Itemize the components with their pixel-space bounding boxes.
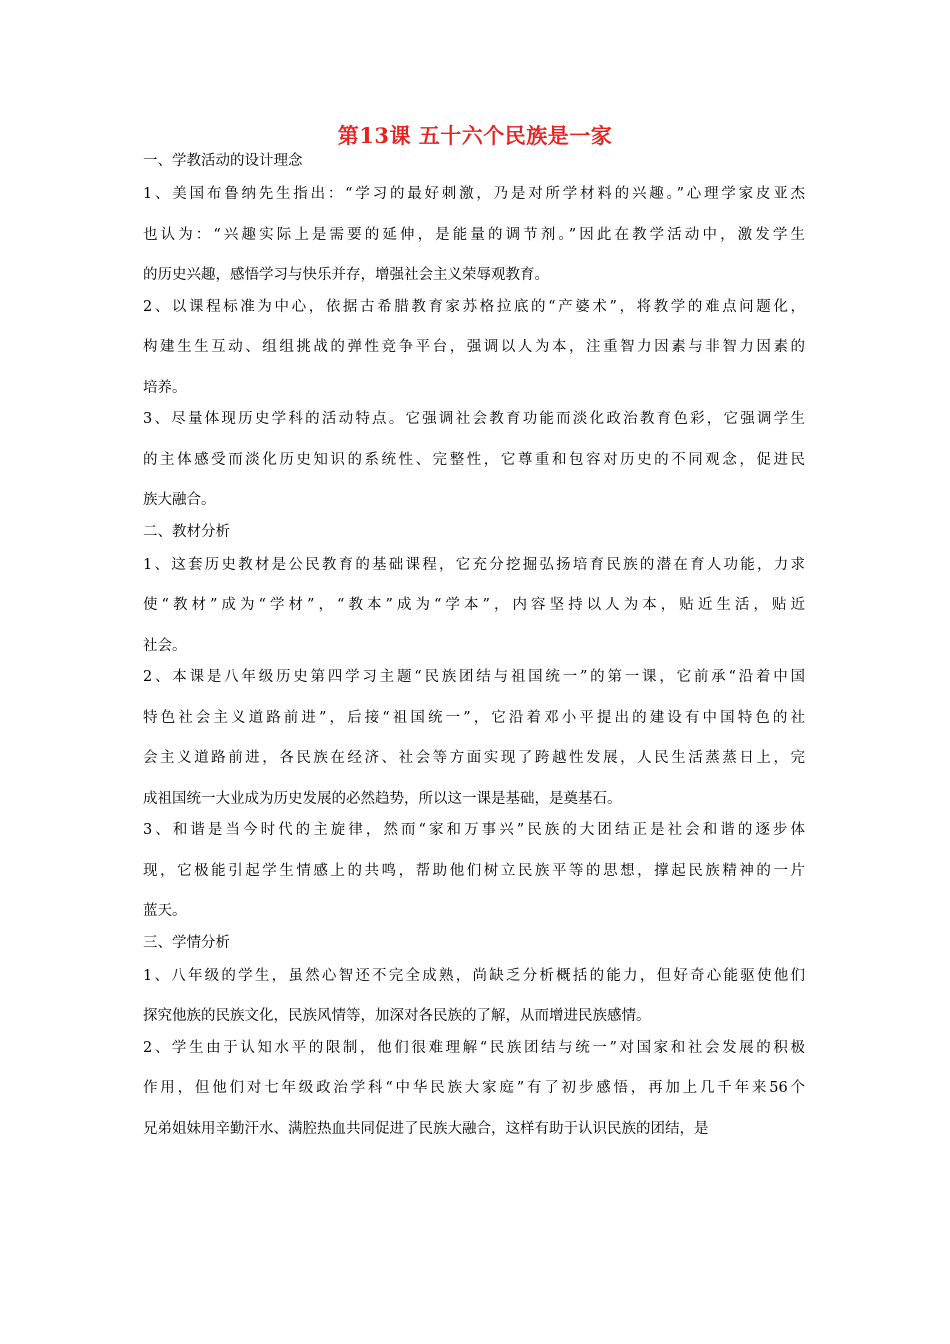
paragraph-line: 社会。 — [143, 637, 187, 654]
paragraph-line: 族大融合。 — [143, 492, 216, 508]
section-heading: 一、学教活动的设计理念 — [143, 153, 303, 169]
section-heading: 二、教材分析 — [143, 523, 230, 540]
paragraph-line: 3、尽量体现历史学科的活动特点。它强调社会教育功能而淡化政治教育色彩，它强调学生 — [143, 411, 805, 427]
paragraph-line: 2、学生由于认知水平的限制，他们很难理解“民族团结与统一”对国家和社会发展的积极 — [143, 1039, 805, 1056]
paragraph-line: 1、八年级的学生，虽然心智还不完全成熟，尚缺乏分析概括的能力，但好奇心能驱使他们 — [143, 967, 805, 984]
paragraph-line: 现，它极能引起学生情感上的共鸣，帮助他们树立民族平等的思想，撑起民族精神的一片 — [143, 862, 805, 879]
paragraph-line: 2、以课程标准为中心，依据古希腊教育家苏格拉底的“产婆术”，将教学的难点问题化， — [143, 298, 805, 315]
paragraph — [143, 810, 805, 932]
document-body — [143, 151, 805, 1150]
paragraph-line: 3、和谐是当今时代的主旋律，然而“家和万事兴”民族的大团结正是社会和谐的逐步体 — [143, 822, 805, 838]
paragraph-line: 蓝天。 — [143, 903, 187, 919]
paragraph-line: 兄弟姐妹用辛勤汗水、满腔热血共同促进了民族大融合，这样有助于认识民族的团结，是 — [143, 1120, 709, 1137]
paragraph-line: 也认为：“兴趣实际上是需要的延伸，是能量的调节剂。”因此在教学活动中，激发学生 — [143, 226, 805, 243]
paragraph-line: 的历史兴趣，感悟学习与快乐并存，增强社会主义荣辱观教育。 — [143, 267, 549, 283]
paragraph-line: 1、这套历史教材是公民教育的基础课程，它充分挖掘弘扬培育民族的潜在育人功能，力求 — [143, 556, 805, 573]
paragraph-line: 2、本课是八年级历史第四学习主题“民族团结与祖国统一”的第一课，它前承“沿着中国 — [143, 669, 805, 685]
paragraph — [143, 1028, 805, 1150]
paragraph — [143, 545, 805, 667]
paragraph-line: 1、美国布鲁纳先生指出：“学习的最好刺激，乃是对所学材料的兴趣。”心理学家皮亚杰 — [143, 186, 805, 202]
paragraph — [143, 174, 805, 296]
paragraph-line: 使“教材”成为“学材”，“教本”成为“学本”，内容坚持以人为本，贴近生活，贴近 — [143, 597, 805, 613]
section-heading: 三、学情分析 — [143, 934, 230, 951]
paragraph — [143, 399, 805, 521]
paragraph-line: 培养。 — [143, 379, 187, 396]
paragraph — [143, 287, 805, 409]
paragraph-line: 的主体感受而淡化历史知识的系统性、完整性，它尊重和包容对历史的不同观念，促进民 — [143, 451, 805, 468]
paragraph-line: 探究他族的民族文化，民族风情等，加深对各民族的了解，从而增进民族感情。 — [143, 1008, 651, 1024]
paragraph-line: 构建生生互动、组组挑战的弹性竞争平台，强调以人为本，注重智力因素与非智力因素的 — [143, 339, 805, 355]
paragraph-line: 成祖国统一大业成为历史发展的必然趋势，所以这一课是基础，是奠基石。 — [143, 790, 622, 807]
paragraph — [143, 657, 805, 819]
paragraph-line: 会主义道路前进，各民族在经济、社会等方面实现了跨越性发展，人民生活蒸蒸日上，完 — [143, 750, 805, 766]
paragraph-line: 作用，但他们对七年级政治学科“中华民族大家庭”有了初步感悟，再加上几千年来56个 — [143, 1080, 805, 1096]
paragraph-line: 特色社会主义道路前进”，后接“祖国统一”，它沿着邓小平提出的建设有中国特色的社 — [143, 709, 805, 726]
document-title: 第13课 五十六个民族是一家 — [337, 123, 613, 148]
paragraph — [143, 956, 805, 1037]
